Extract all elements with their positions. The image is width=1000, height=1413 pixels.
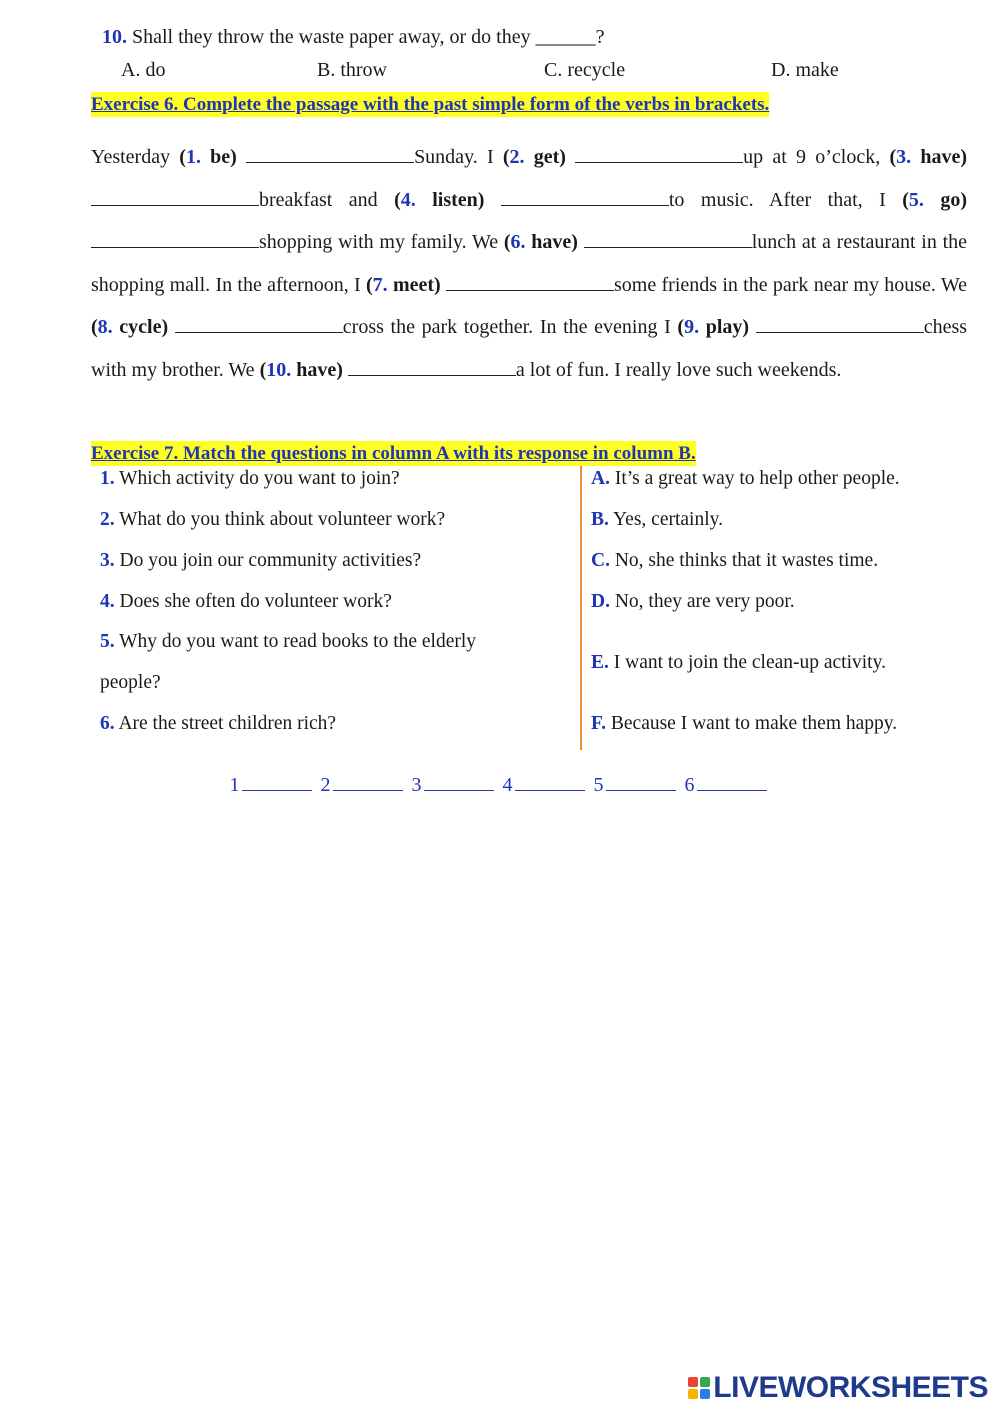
question-item xyxy=(100,621,540,703)
answer-blank-8[interactable] xyxy=(175,316,343,333)
liveworksheets-logo xyxy=(688,1370,988,1406)
response-text: Yes, certainly. xyxy=(613,509,723,530)
verb-cue-10: (10. have) xyxy=(259,358,343,381)
logo-square xyxy=(688,1377,698,1387)
answer-blank-10[interactable] xyxy=(348,359,516,376)
option-a[interactable]: A. do xyxy=(121,59,166,81)
response-text: I want to join the clean-up activity. xyxy=(613,652,886,673)
verb-cue-8: (8. cycle) xyxy=(91,316,169,339)
verb-cue-number: 6. xyxy=(510,231,526,254)
answer-blank-2[interactable] xyxy=(333,774,403,791)
response-text: No, they are very poor. xyxy=(614,591,795,612)
question-number: 10. xyxy=(102,26,127,48)
verb-cue-5: (5. go) xyxy=(902,188,968,211)
verb-cue-3: (3. have) xyxy=(889,146,967,168)
answer-label: 5 xyxy=(593,774,604,796)
response-item xyxy=(591,652,886,674)
question-number: 6. xyxy=(100,713,115,734)
verb-cue-number: 8. xyxy=(97,316,113,339)
question-text: Do you join our community activities? xyxy=(119,550,422,571)
answer-label: 4 xyxy=(502,774,513,796)
logo-square xyxy=(700,1389,710,1399)
response-letter: F. xyxy=(591,713,606,734)
answer-label: 3 xyxy=(411,774,422,796)
response-item xyxy=(591,468,900,490)
question-item xyxy=(100,713,336,735)
verb-cue-9: (9. play) xyxy=(677,316,750,339)
verb-cue-1: (1. be) xyxy=(179,146,237,168)
question-10 xyxy=(102,26,604,49)
verb-cue-number: 7. xyxy=(372,273,388,296)
answer-blank-9[interactable] xyxy=(756,316,924,333)
response-item xyxy=(591,591,795,613)
answer-label: 2 xyxy=(320,774,331,796)
logo-square xyxy=(700,1377,710,1387)
option-c[interactable]: C. recycle xyxy=(544,59,626,81)
response-letter: D. xyxy=(591,591,610,612)
verb-cue-2: (2. get) xyxy=(502,146,566,168)
verb-cue-number: 10. xyxy=(266,358,292,381)
answer-blank-5[interactable] xyxy=(606,774,676,791)
verb-cue-4: (4. listen) xyxy=(394,188,485,211)
logo-square xyxy=(688,1389,698,1399)
verb-cue-6: (6. have) xyxy=(503,231,578,254)
response-text: It’s a great way to help other people. xyxy=(614,468,900,489)
response-item xyxy=(591,509,723,531)
option-b[interactable]: B. throw xyxy=(317,59,387,81)
response-letter: E. xyxy=(591,652,609,673)
logo-squares-icon xyxy=(688,1377,710,1399)
answer-label: 1 xyxy=(229,774,240,796)
question-item xyxy=(100,468,400,490)
answer-blank-4[interactable] xyxy=(501,189,669,206)
question-number: 1. xyxy=(100,468,115,489)
question-number: 2. xyxy=(100,509,115,530)
response-item xyxy=(591,550,878,572)
question-text: Shall they throw the waste paper away, or do they ______? xyxy=(132,26,605,48)
verb-cue-number: 2. xyxy=(509,146,525,168)
answer-blank-6[interactable] xyxy=(697,774,767,791)
question-text: Which activity do you want to join? xyxy=(119,468,400,489)
answer-blank-1[interactable] xyxy=(246,146,414,163)
question-item xyxy=(100,509,445,531)
answer-blank-6[interactable] xyxy=(584,231,752,248)
response-item xyxy=(591,713,897,735)
answer-blank-2[interactable] xyxy=(575,146,743,163)
option-d[interactable]: D. make xyxy=(771,59,839,81)
answer-blank-5[interactable] xyxy=(91,231,259,248)
answer-blank-3[interactable] xyxy=(91,189,259,206)
verb-cue-number: 4. xyxy=(400,188,416,211)
question-number: 3. xyxy=(100,550,115,571)
answer-blank-3[interactable] xyxy=(424,774,494,791)
exercise-6-title: Exercise 6. Complete the passage with the past simple form of the verbs in brackets. xyxy=(91,94,770,115)
verb-cue-number: 1. xyxy=(185,146,201,168)
question-item xyxy=(100,591,392,613)
answer-line xyxy=(0,774,1000,797)
question-number: 4. xyxy=(100,591,115,612)
response-letter: C. xyxy=(591,550,610,571)
answer-blank-4[interactable] xyxy=(515,774,585,791)
verb-cue-7: (7. meet) xyxy=(366,273,441,296)
verb-cue-number: 5. xyxy=(908,188,924,211)
question-text: Are the street children rich? xyxy=(118,713,337,734)
question-number: 5. xyxy=(100,631,115,652)
question-text: Does she often do volunteer work? xyxy=(119,591,392,612)
logo-text: LIVEWORKSHEETS xyxy=(713,1371,988,1404)
verb-cue-number: 3. xyxy=(896,146,912,168)
exercise-7-title: Exercise 7. Match the questions in column A with its response in column B. xyxy=(91,443,696,464)
answer-label: 6 xyxy=(684,774,695,796)
answer-blank-1[interactable] xyxy=(242,774,312,791)
question-text: Why do you want to read books to the elderly people? xyxy=(100,631,477,693)
question-10-options xyxy=(0,59,1000,85)
verb-cue-number: 9. xyxy=(684,316,700,339)
response-text: Because I want to make them happy. xyxy=(610,713,898,734)
answer-blank-7[interactable] xyxy=(446,274,614,291)
response-letter: B. xyxy=(591,509,609,530)
response-letter: A. xyxy=(591,468,610,489)
column-divider xyxy=(580,466,582,750)
exercise-6-passage: Yesterday (1. be) Sunday. I (2. get) up at 9 o’clock, (3. have) breakfast and (4. listen) to music. After that, I (5. go) shopping with my family. We (6. have) lunch at a restaurant in the shopping mall. In the afternoon, I (7. meet) some friends in the park near my house. We (8. cycle) cross the park together. In the evening I (9. play) chess with my brother. We (10. have) a lot of fun. I really love such weekends. xyxy=(91,146,968,381)
response-text: No, she thinks that it wastes time. xyxy=(614,550,879,571)
question-text: What do you think about volunteer work? xyxy=(119,509,446,530)
question-item xyxy=(100,550,421,572)
